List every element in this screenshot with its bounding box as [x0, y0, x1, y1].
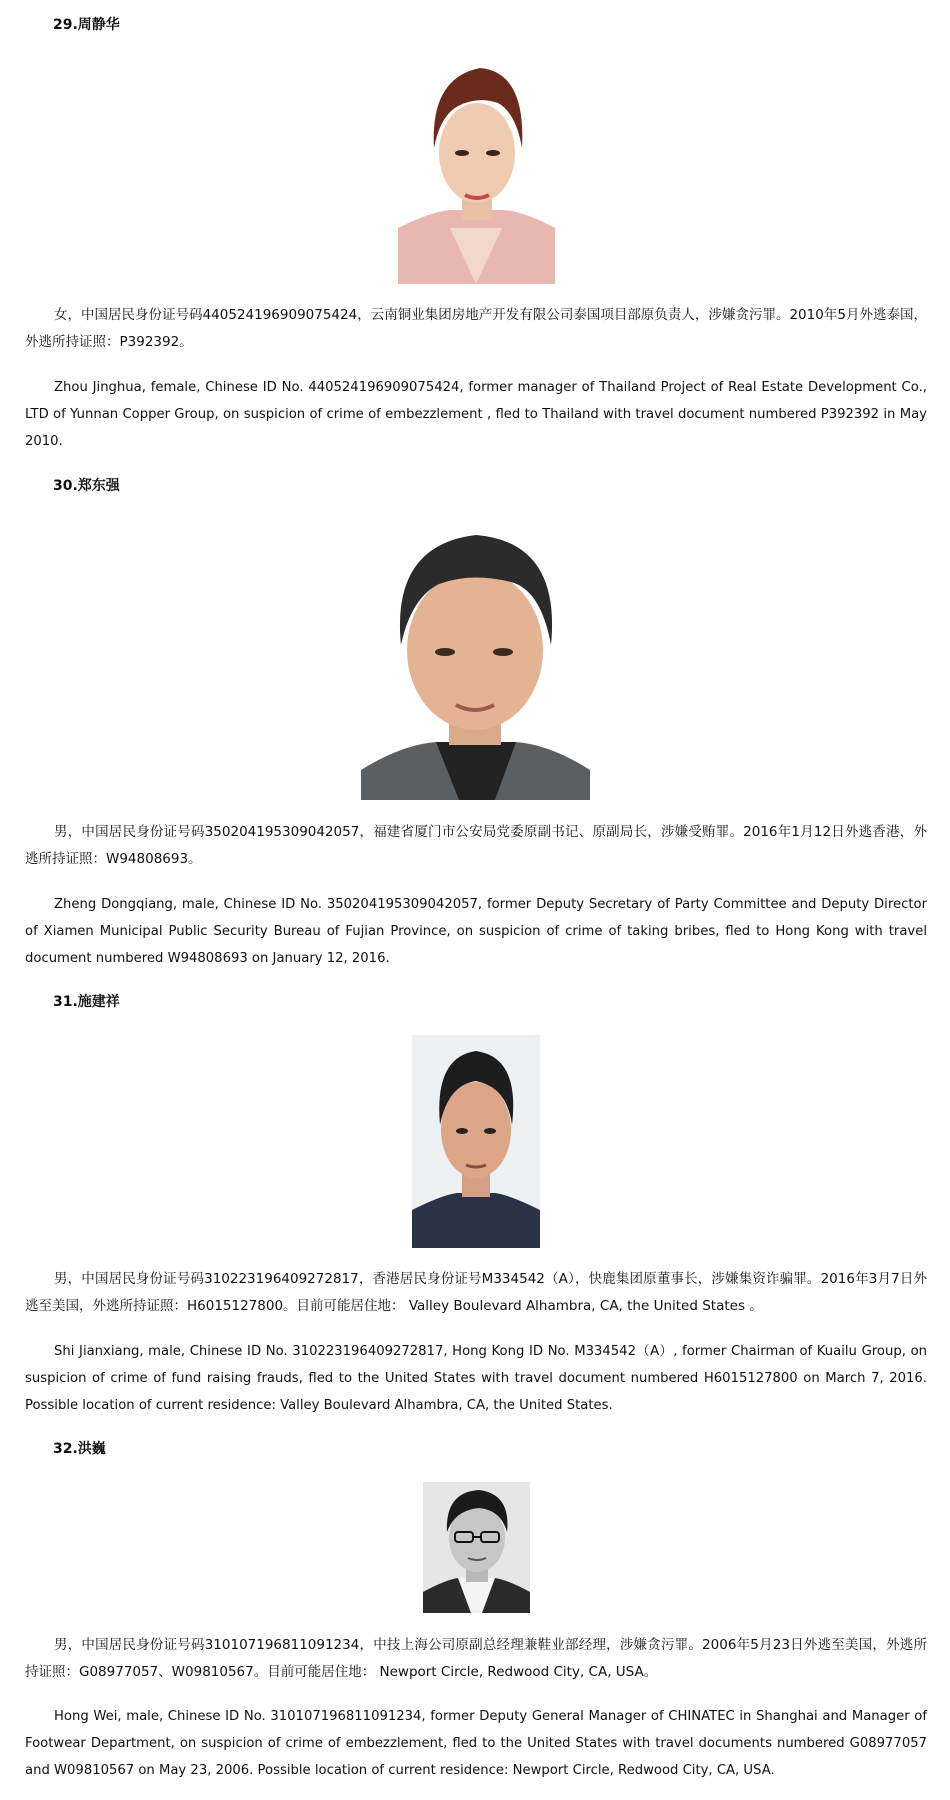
- english-description: Zheng Dongqiang, male, Chinese ID No. 350204195309042057, former Deputy Secretary of Party Committee and Deputy Director of Xiamen Municipal Public Security Bureau of Fujian Province, on suspicion of crime of taking bribes, fled to Hong Kong with travel document numbered W94808693 on January 12, 2016.: [25, 897, 927, 966]
- portrait-photo: [412, 1035, 540, 1248]
- english-description: Shi Jianxiang, male, Chinese ID No. 310223196409272817, Hong Kong ID No. M334542（A）, former Chairman of Kuailu Group, on suspicion of crime of fund raising frauds, fled to the United States with travel document numbered H6015127800 on March 7, 2016. Possible location of current residence: Valley Boulevard Alhambra, CA, the United States.: [25, 1344, 927, 1413]
- chinese-description: 男，中国居民身份证号码310107196811091234，中技上海公司原副总经理兼鞋业部经理，涉嫌贪污罪。2006年5月23日外逃至美国，外逃所持证照：G08977057、W09810567。目前可能居住地： Newport Circle, Redwood City, CA, USA。: [25, 1637, 927, 1680]
- portrait-photo: [361, 520, 590, 800]
- entry-heading: 30.郑东强: [53, 478, 120, 494]
- entry-heading: 29.周静华: [53, 17, 120, 33]
- chinese-description: 男，中国居民身份证号码310223196409272817，香港居民身份证号M334542（A），快鹿集团原董事长，涉嫌集资诈骗罪。2016年3月7日外逃至美国，外逃所持证照：H6015127800。目前可能居住地： Valley Boulevard Alhambra, CA, the United States 。: [25, 1271, 927, 1314]
- portrait-photo: [398, 58, 555, 284]
- english-description: Zhou Jinghua, female, Chinese ID No. 440524196909075424, former manager of Thailand Project of Real Estate Development Co., LTD of Yunnan Copper Group, on suspicion of crime of embezzlement , fled to Thailand with travel document numbered P392392 in May 2010.: [25, 380, 927, 449]
- entry-heading: 32.洪巍: [53, 1441, 106, 1457]
- entry-heading: 31.施建祥: [53, 994, 120, 1010]
- chinese-description: 女，中国居民身份证号码440524196909075424，云南铜业集团房地产开发有限公司泰国项目部原负责人，涉嫌贪污罪。2010年5月外逃泰国，外逃所持证照：P392392。: [25, 307, 927, 350]
- english-description: Hong Wei, male, Chinese ID No. 310107196811091234, former Deputy General Manager of CHINATEC in Shanghai and Manager of Footwear Department, on suspicion of crime of embezzlement, fled to the United States with travel documents numbered G08977057 and W09810567 on May 23, 2006. Possible location of current residence: Newport Circle, Redwood City, CA, USA.: [25, 1709, 927, 1778]
- chinese-description: 男，中国居民身份证号码350204195309042057，福建省厦门市公安局党委原副书记、原副局长，涉嫌受贿罪。2016年1月12日外逃香港，外逃所持证照：W94808693。: [25, 824, 927, 867]
- portrait-photo: [423, 1482, 530, 1613]
